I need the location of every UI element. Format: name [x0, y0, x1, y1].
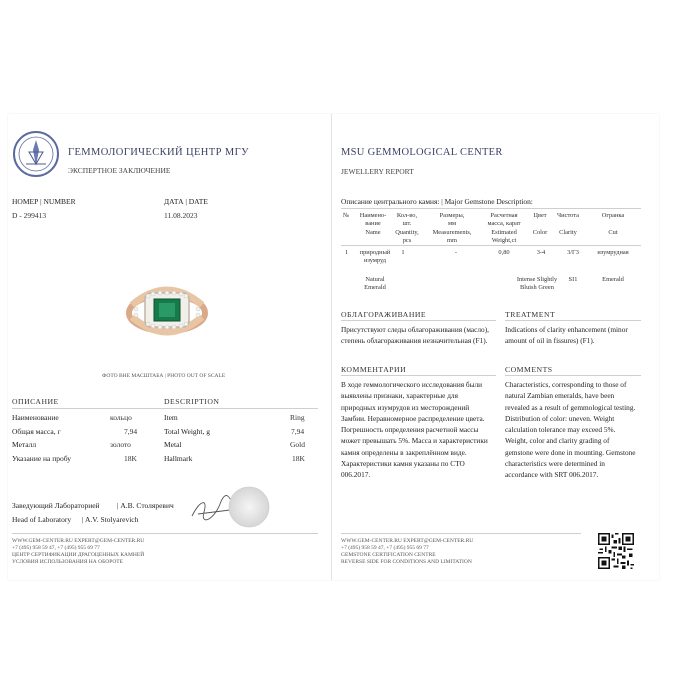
comments-text-en: Characteristics, corresponding to those of natural Zambian emeralds, have been revealed as a result of gemmological testing. Distribution of color: uneven. Weight calculation tolerance may exceed 5%. Weight, color and clarity grading of gemstone were done in mounting. Gemstone characteristics were determined in accordance with SRT 006.2017.	[505, 380, 636, 480]
report-title-en: JEWELLERY REPORT	[341, 167, 414, 176]
seal-hologram-icon	[228, 486, 270, 528]
msu-logo-icon	[12, 130, 60, 178]
divider	[341, 533, 581, 534]
desc-value-en: 7,94	[291, 427, 305, 436]
report-title-ru: ЭКСПЕРТНОЕ ЗАКЛЮЧЕНИЕ	[68, 166, 171, 175]
comments-title-ru: КОММЕНТАРИИ	[341, 365, 407, 374]
treatment-text-en: Indications of clarity enhancement (minor amount of oil in fissures) (F1).	[505, 325, 628, 346]
description-title-en: DESCRIPTION	[164, 397, 220, 406]
col-weight-header: Расчетная масса, карат Estimated Weight,ct	[487, 212, 521, 245]
desc-value-en: Ring	[290, 413, 305, 422]
stone-name-ru: природный изумруд	[359, 249, 391, 265]
comments-text-ru: В ходе геммологического исследования были выявлены признаки, характерные для природных изумрудов из месторождений Замбии. Неравномерное распределение цвета. Погрешность определения расчетной массы может превышать 5%. Масса и характеристики камня определены в закреплённом виде. Характеристики камня указаны по СТО 006.2017.	[341, 380, 488, 480]
desc-label-en: Item	[164, 413, 178, 422]
stone-clarity: 3/Г3	[567, 249, 579, 256]
date-label: ДАТА | DATE	[164, 197, 208, 206]
photo-caption: ФОТО ВНЕ МАСШТАБА | PHOTO OUT OF SCALE	[102, 373, 226, 379]
org-title-en: MSU GEMMOLOGICAL CENTER	[341, 147, 503, 158]
footer-phone: +7 (495) 958 59 47, +7 (495) 955 69 77	[341, 545, 429, 551]
stone-meas: -	[454, 249, 458, 256]
ring-photo	[12, 255, 318, 368]
desc-value-en: 18K	[292, 454, 305, 463]
treatment-text-ru: Присутствуют следы облагораживания (масло), степень облагораживания незначительная (F1).	[341, 325, 489, 346]
desc-label-en: Total Weight, g	[164, 427, 211, 436]
divider	[12, 533, 318, 534]
stone-clarity-en: SI1	[568, 276, 578, 283]
footer-line-1: GEMSTONE CERTIFICATION CENTRE	[341, 552, 436, 558]
desc-value-ru: кольцо	[110, 413, 132, 422]
col-qty-header: Кол-во, шт. Quantity, pcs	[395, 212, 419, 245]
head-name-en: | A.V. Stolyarevich	[82, 515, 139, 524]
desc-value-ru: 7,94	[124, 427, 138, 436]
divider	[505, 375, 641, 376]
comments-title-en: COMMENTS	[505, 365, 553, 374]
desc-label-en: Hallmark	[164, 454, 193, 463]
footer-phone: +7 (495) 958 59 47, +7 (495) 955 69 77	[12, 545, 100, 551]
stone-weight: 0,80	[498, 249, 510, 256]
footer-web: WWW.GEM-CENTER.RU EXPERT@GEM-CENTER.RU	[341, 538, 474, 544]
divider	[341, 245, 641, 246]
desc-value-ru: золото	[110, 440, 131, 449]
stone-qty: 1	[401, 249, 405, 256]
major-gemstone-title: Описание центрального камня: | Major Gemstone Description:	[341, 197, 533, 206]
col-meas-header: Размеры, мм Measurements, mm	[432, 212, 472, 245]
col-clarity-header: Чистота Clarity	[557, 212, 579, 236]
head-label-en: Head of Laboratory	[12, 515, 72, 524]
stone-name-en: Natural Emerald	[364, 276, 386, 292]
stone-cut-ru: изумрудная	[597, 249, 629, 256]
stone-no: 1	[345, 249, 349, 256]
col-no: №	[343, 212, 350, 219]
footer-line-2: УСЛОВИЯ ИСПОЛЬЗОВАНИЯ НА ОБОРОТЕ	[12, 559, 124, 565]
desc-value-en: Gold	[290, 440, 305, 449]
divider	[505, 320, 641, 321]
col-color-header: Цвет Color	[532, 212, 548, 236]
stone-cut-en: Emerald	[602, 276, 624, 283]
desc-label-ru: Общая масса, г	[12, 427, 61, 436]
treatment-title-en: TREATMENT	[505, 310, 556, 319]
col-cut-header: Огранка Cut	[601, 212, 625, 236]
desc-value-ru: 18K	[124, 454, 137, 463]
head-label-ru: Заведующий Лабораторией	[12, 501, 100, 510]
footer-line-1: ЦЕНТР СЕРТИФИКАЦИИ ДРАГОЦЕННЫХ КАМНЕЙ	[12, 552, 145, 558]
col-name-header: Наимено- вание Name	[359, 212, 387, 236]
number-label: НОМЕР | NUMBER	[12, 197, 76, 206]
footer-web: WWW.GEM-CENTER.RU EXPERT@GEM-CENTER.RU	[12, 538, 145, 544]
footer-line-2: REVERSE SIDE FOR CONDITIONS AND LIMITATION	[341, 559, 472, 565]
desc-label-en: Metal	[164, 440, 182, 449]
qr-code-icon[interactable]	[598, 533, 634, 569]
fold-line	[331, 114, 332, 580]
head-name-ru: | А.В. Столяревич	[117, 501, 174, 510]
desc-label-ru: Указание на пробу	[12, 454, 72, 463]
description-title-ru: ОПИСАНИЕ	[12, 397, 59, 406]
divider	[341, 320, 496, 321]
divider	[341, 208, 641, 209]
divider	[12, 408, 318, 409]
divider	[341, 375, 496, 376]
desc-label-ru: Наименование	[12, 413, 59, 422]
treatment-title-ru: ОБЛАГОРАЖИВАНИЕ	[341, 310, 427, 319]
date-value: 11.08.2023	[164, 211, 198, 220]
number-value: D - 299413	[12, 211, 47, 220]
org-title-ru: ГЕММОЛОГИЧЕСКИЙ ЦЕНТР МГУ	[68, 147, 249, 158]
stone-color-en: Intense Slightly Bluish Green	[516, 276, 558, 292]
desc-label-ru: Металл	[12, 440, 37, 449]
stone-color: 3-4	[536, 249, 546, 256]
